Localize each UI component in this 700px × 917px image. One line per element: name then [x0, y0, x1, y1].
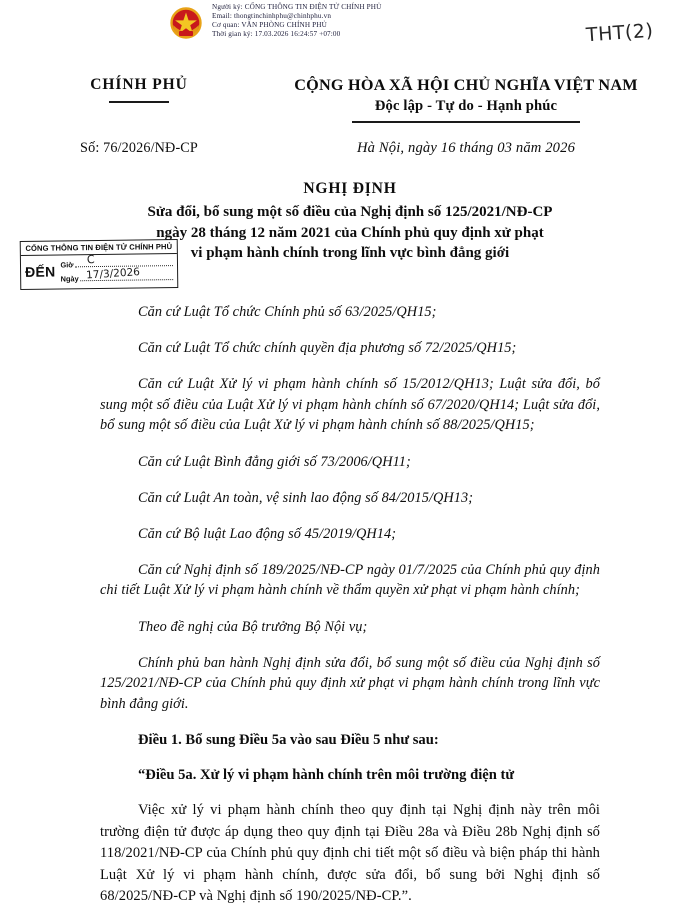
agency-divider [109, 101, 169, 103]
signature-signer: Người ký: CỔNG THÔNG TIN ĐIỆN TỬ CHÍNH PHỦ [212, 3, 382, 11]
arrival-stamp-date-label: Ngày [60, 274, 79, 284]
arrival-stamp-hour-label: Giờ [60, 260, 74, 270]
article-5a-body-paragraph: Việc xử lý vi phạm hành chính theo quy định tại Nghị định này trên môi trường điện tử được áp dụng theo quy định tại Điều 28a và Điều 28b Nghị định số 118/2021/NĐ-CP của Chính phủ quy định chi tiết một số điều và biện pháp thi hành Luật Xử lý vi phạm hành chính, được sửa đổi, bổ sung bởi Nghị định số 68/2025/NĐ-CP và Nghị định số 190/2025/NĐ-CP.”. [100, 802, 600, 904]
legal-basis-paragraph: Căn cứ Bộ luật Lao động số 45/2019/QH14; [138, 525, 397, 542]
legal-basis-paragraph: Căn cứ Luật Bình đẳng giới số 73/2006/QH11; [138, 453, 411, 470]
promulgation-paragraph: Chính phủ ban hành Nghị định sửa đổi, bổ sung một số điều của Nghị định số 125/2021/NĐ-CP của Chính phủ quy định xử phạt vi phạm hành chính trong lĩnh vực bình đẳng giới. [100, 654, 600, 712]
motto-divider [352, 121, 580, 123]
proposal-paragraph: Theo đề nghị của Bộ trưởng Bộ Nội vụ; [138, 618, 368, 635]
legal-basis-paragraph: Căn cứ Luật An toàn, vệ sinh lao động số 84/2015/QH13; [138, 489, 474, 506]
arrival-stamp-date-value: 17/3/2026 [86, 266, 141, 282]
document-number-column [0, 140, 258, 157]
arrival-stamp-title: CỔNG THÔNG TIN ĐIỆN TỬ CHÍNH PHỦ [21, 240, 177, 256]
document-body [100, 302, 600, 908]
document-type-title: NGHỊ ĐỊNH [303, 180, 397, 197]
signature-agency: Cơ quan: VĂN PHÒNG CHÍNH PHỦ [212, 21, 327, 30]
handwritten-annotation: THT(2) [585, 19, 655, 47]
legal-basis-paragraph: Căn cứ Luật Tổ chức chính quyền địa phương số 72/2025/QH15; [138, 340, 517, 356]
signature-email: Email: thongtinchinhphu@chinhphu.vn [212, 12, 332, 21]
national-heading-column [258, 76, 700, 123]
place-and-date: Hà Nội, ngày 16 tháng 03 năm 2026 [356, 139, 576, 156]
legal-basis-paragraph: Căn cứ Nghị định số 189/2025/NĐ-CP ngày 01/7/2025 của Chính phủ quy định chi tiết Luật Xử lý vi phạm hành chính về thẩm quyền xử phạt vi phạm hành chính; [100, 561, 600, 598]
document-subject-line-2: ngày 28 tháng 12 năm 2021 của Chính phủ quy định xử phạt [156, 224, 544, 241]
arrival-stamp-hour-dots [75, 252, 173, 267]
vietnam-national-emblem-icon [166, 3, 206, 43]
arrival-stamp-den-label: ĐẾN [24, 263, 56, 280]
arrival-stamp-date-dots [81, 266, 174, 282]
place-date-column [258, 140, 700, 157]
legal-basis-paragraph: Căn cứ Luật Xử lý vi phạm hành chính số 15/2012/QH13; Luật sửa đổi, bổ sung một số điều của Luật Xử lý vi phạm hành chính số 67/2020/QH14; Luật sửa đổi, bổ sung một số điều của Luật Xử lý vi phạm hành chính số 88/2025/QH15; [100, 376, 600, 433]
arrival-stamp-hour-value: C [86, 252, 96, 267]
national-title: CỘNG HÒA XÃ HỘI CHỦ NGHĨA VIỆT NAM [294, 76, 638, 94]
digital-signature-block [166, 2, 381, 43]
document-number: Số: 76/2026/NĐ-CP [80, 139, 198, 156]
arrival-stamp [20, 239, 179, 290]
document-subject-line-1: Sửa đổi, bổ sung một số điều của Nghị định số 125/2021/NĐ-CP [147, 204, 553, 220]
national-motto: Độc lập - Tự do - Hạnh phúc [374, 98, 558, 114]
article-1-heading: Điều 1. Bổ sung Điều 5a vào sau Điều 5 như sau: [138, 732, 439, 748]
arrival-stamp-date-row [60, 266, 173, 285]
legal-basis-paragraph: Căn cứ Luật Tổ chức Chính phủ số 63/2025/QH15; [138, 304, 437, 320]
article-5a-heading: “Điều 5a. Xử lý vi phạm hành chính trên môi trường điện tử [138, 767, 515, 783]
issuing-agency-column [0, 76, 258, 103]
document-subject-line-3: vi phạm hành chính trong lĩnh vực bình đẳng giới [190, 245, 510, 261]
issuing-agency-name: CHÍNH PHỦ [90, 76, 188, 93]
signature-time: Thời gian ký: 17.03.2026 16:24:57 +07:00 [212, 30, 341, 39]
document-header [0, 76, 700, 157]
